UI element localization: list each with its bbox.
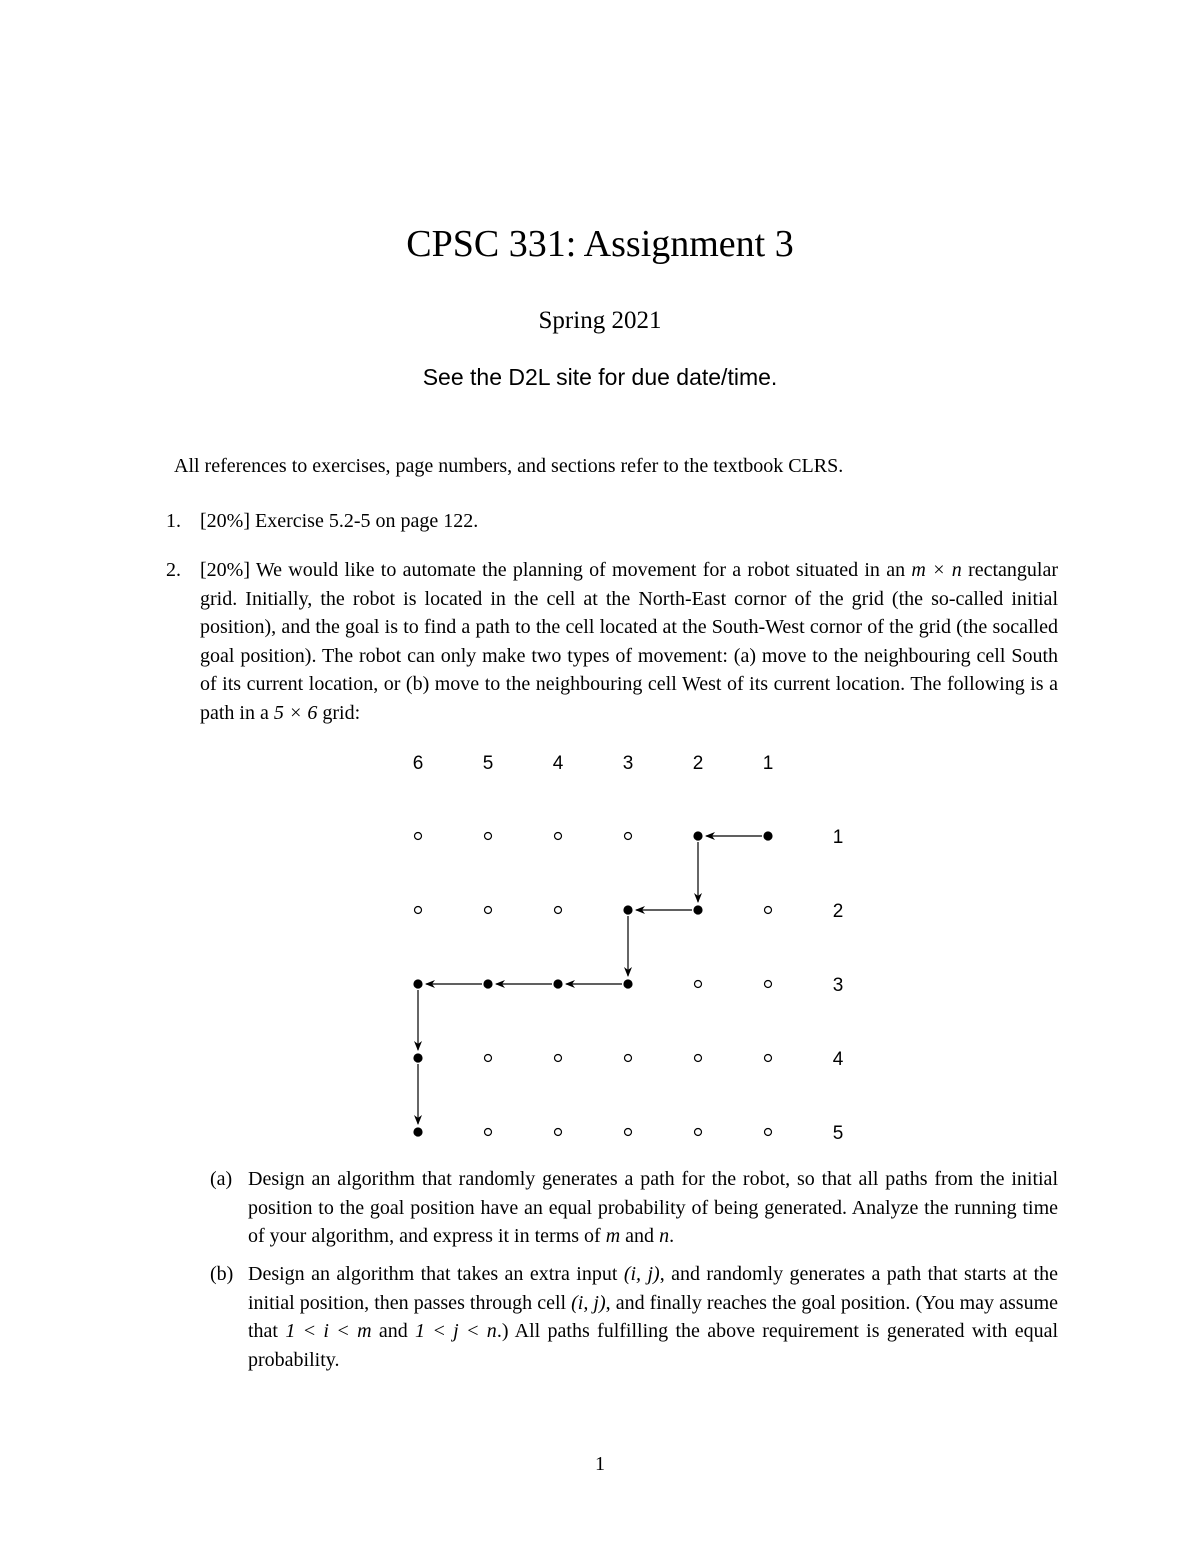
subpart-text: , and randomly generates a path that starts at the initial position, then passes through cell	[248, 1263, 1058, 1314]
question-number: 1.	[166, 510, 181, 532]
column-label: 2	[692, 753, 704, 774]
question-weight: [20%]	[200, 559, 250, 581]
path-cell-dot	[764, 832, 772, 840]
column-label: 6	[412, 753, 424, 774]
path-arrows	[418, 836, 762, 1124]
grid-cell-dot	[695, 1055, 702, 1062]
math-ij: (i, j)	[571, 1291, 606, 1314]
subpart-body	[248, 1165, 1058, 1251]
grid-cell-dot	[485, 907, 492, 914]
math-condition-i: 1 < i < m	[285, 1320, 372, 1342]
subpart-body	[248, 1260, 1058, 1374]
question-body	[200, 556, 1058, 727]
grid-cell-dot	[415, 907, 422, 914]
grid-cell-dot	[485, 1055, 492, 1062]
row-label: 5	[832, 1123, 844, 1144]
grid-cell-dot	[625, 1129, 632, 1136]
math-condition-j: 1 < j < n	[415, 1320, 497, 1342]
path-cell-dot	[624, 906, 632, 914]
row-labels	[833, 827, 844, 1144]
grid-cell-dot	[765, 981, 772, 988]
question-body	[200, 507, 1058, 536]
grid-cell-dot	[485, 1129, 492, 1136]
column-label: 4	[552, 753, 564, 774]
subpart-text: , and finally reaches the goal position. (You may assume that	[248, 1291, 1058, 1342]
subpart-label: (b)	[210, 1263, 234, 1285]
grid-cell-dot	[555, 907, 562, 914]
column-label: 1	[762, 753, 774, 774]
grid-cell-dot	[415, 833, 422, 840]
column-labels	[413, 753, 774, 774]
page-title: CPSC 331: Assignment 3	[406, 223, 794, 265]
path-cell-dot	[554, 980, 562, 988]
subpart-text: .	[669, 1225, 675, 1247]
subpart-text: and	[625, 1225, 655, 1247]
subpart-text: Design an algorithm that takes an extra input	[248, 1263, 618, 1285]
row-label: 2	[832, 901, 844, 922]
question-text: Exercise 5.2-5 on page 122.	[254, 510, 479, 532]
subpart-b	[210, 1260, 1058, 1374]
path-cell-dot	[694, 832, 702, 840]
path-cell-dot	[414, 1128, 422, 1136]
math-m: m	[605, 1225, 621, 1247]
due-date-note: See the D2L site for due date/time.	[422, 364, 778, 390]
math-n: n	[659, 1225, 670, 1247]
math-grid-size: 5 × 6	[273, 701, 318, 724]
grid-cell-dot	[765, 907, 772, 914]
math-ij: (i, j)	[623, 1263, 660, 1285]
grid-cell-dot	[625, 833, 632, 840]
path-cell-dot	[414, 980, 422, 988]
path-cell-dot	[414, 1054, 422, 1062]
question-text: We would like to automate the planning of movement for a robot situated in an	[255, 559, 906, 581]
grid-cell-dot	[765, 1129, 772, 1136]
row-label: 4	[832, 1049, 844, 1070]
term-subtitle: Spring 2021	[538, 307, 662, 334]
grid-cell-dot	[555, 1129, 562, 1136]
grid-cell-dot	[765, 1055, 772, 1062]
grid-cell-dot	[695, 981, 702, 988]
column-label: 3	[622, 753, 634, 774]
question-2	[166, 556, 1058, 727]
path-cell-dot	[484, 980, 492, 988]
math-grid-dims: m × n	[911, 559, 962, 581]
subpart-label: (a)	[210, 1168, 233, 1190]
path-cell-dot	[624, 980, 632, 988]
question-text: rectangular grid. Initially, the robot is located in the cell at the North-East cornor of the grid (the so-called initial position), and the goal is to find a path to the cell located at the South-West cornor of the grid (the socalled goal position). The robot can only make two types of movement: (a) move to the neighbouring cell South of its current location, or (b) move to the neighbouring cell West of its current location. The following is a path in a	[200, 559, 1059, 724]
path-cell-dot	[694, 906, 702, 914]
grid-cell-dot	[555, 833, 562, 840]
question-text: grid:	[322, 701, 361, 724]
intro-text: All references to exercises, page numbers, and sections refer to the textbook CLRS.	[174, 455, 844, 477]
column-label: 5	[482, 753, 494, 774]
grid-cell-dot	[625, 1055, 632, 1062]
subpart-text: Design an algorithm that randomly generates a path for the robot, so that all paths from the initial position to the goal position have an equal probability of being generated. Analyze the running time of your algorithm, and express it in terms of	[248, 1168, 1058, 1247]
subpart-text: and	[378, 1320, 408, 1342]
row-label: 1	[832, 827, 844, 848]
grid-cell-dot	[555, 1055, 562, 1062]
question-weight: [20%]	[200, 510, 250, 532]
subpart-text: .) All paths fulfilling the above requirement is generated with equal probability.	[248, 1320, 1059, 1371]
question-number: 2.	[166, 559, 181, 581]
grid-cell-dot	[485, 833, 492, 840]
grid-cell-dot	[695, 1129, 702, 1136]
question-1	[166, 507, 1058, 536]
page-number: 1	[595, 1453, 605, 1475]
row-label: 3	[832, 975, 844, 996]
grid-path-figure	[380, 740, 880, 1150]
subpart-a	[210, 1165, 1058, 1251]
